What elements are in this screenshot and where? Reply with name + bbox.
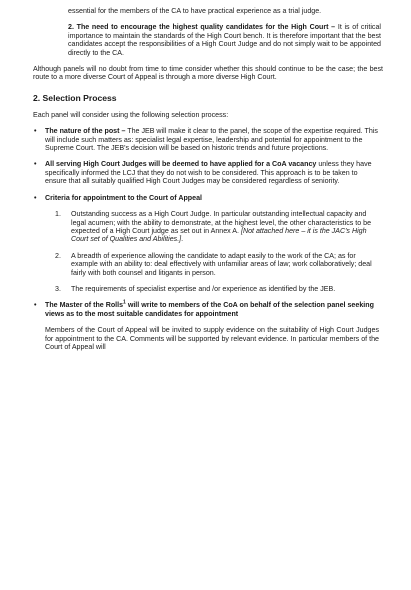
- point-2-heading: 2. The need to encourage the highest quality candidates for the High Court –: [68, 23, 336, 32]
- criteria-number: 1.: [55, 210, 61, 219]
- bullet-lead: Criteria for appointment to the Court of Appeal: [45, 193, 202, 202]
- bullet-text: unless they have specifically informed the LCJ that they do not wish to be considered. This approach is to be taken to ensure that all suitably qualified High Court Judges may be considered regardless of seniority.: [45, 160, 372, 186]
- criteria-text: The requirements of specialist expertise and /or experience as identified by the JEB.: [71, 284, 336, 293]
- criteria-tail: .: [181, 235, 184, 244]
- bullet-criteria: [33, 194, 389, 202]
- criteria-item-3: [33, 285, 389, 293]
- criteria-text: A breadth of experience allowing the candidate to adapt easily to the work of the CA; as for example with an ability to: deal effectively with unfamiliar areas of law; work collaboratively; deal fairly with both counsel and litigants in person.: [71, 251, 372, 277]
- criteria-item-1: [33, 210, 389, 244]
- continued-paragraph: essential for the members of the CA to have practical experience as a trial judge.: [68, 7, 322, 15]
- bullet-marker: •: [34, 301, 37, 310]
- bullet-deemed-applied: [33, 160, 389, 185]
- bullet-lead-a: The Master of the Rolls: [45, 301, 124, 310]
- bullet-lead: All serving High Court Judges will be deemed to have applied for a CoA vacancy: [45, 160, 317, 169]
- point-2-body: It is of critical importance to maintain the standards of the High Court bench. It is therefore important that the best candidates accept the responsibilities of a High Court Judge and do not simply wait to be appointed directly to the CA.: [68, 23, 381, 57]
- criteria-item-2: [33, 252, 389, 277]
- section-intro: Each panel will consider using the following selection process:: [33, 110, 229, 119]
- criteria-text: Outstanding success as a High Court Judge. In particular outstanding intellectual capacity and legal acumen; with the ability to demonstrate, at the highest level, the other characteristics to be expected of a High Court judge as set out in Annex A.: [71, 210, 372, 235]
- bullet-marker: •: [34, 127, 37, 136]
- footnote-marker[interactable]: 1: [123, 299, 126, 306]
- criteria-number: 2.: [55, 251, 61, 260]
- bullet-text: The JEB will make it clear to the panel, the scope of the expertise required. This will include such matters as: specialist legal expertise, leadership and potential for appointment to the Supreme Court. The JEB's decision will be based on historic trends and future projections.: [45, 127, 378, 153]
- panels-paragraph: Although panels will no doubt from time to time consider whether this should continue to be the case; the best route to a more diverse Court of Appeal is through a more diverse High Court.: [33, 65, 383, 82]
- bullet-nature-of-post: [33, 127, 389, 152]
- bullet-marker: •: [34, 160, 37, 169]
- criteria-number: 3.: [55, 284, 61, 293]
- bullet-lead: The nature of the post –: [45, 127, 126, 136]
- bullet-marker: •: [34, 193, 37, 202]
- final-paragraph: Members of the Court of Appeal will be invited to supply evidence on the suitability of High Court Judges for appointment to the CA. Comments will be supported by relevant evidence. In particular members of the Court of Appeal will: [45, 326, 379, 351]
- bullet-lead: [45, 301, 374, 317]
- bullet-master-of-rolls: [33, 301, 389, 318]
- point-2-paragraph: [33, 23, 389, 57]
- bullet-lead-b: will write to members of the CoA on behalf of the selection panel seeking views as to the most suitable candidates for appointment: [45, 301, 374, 318]
- criteria-note: [Not attached here – it is the JAC's High Court set of Qualities and Abilities.]: [71, 226, 367, 244]
- section-heading: 2. Selection Process: [33, 92, 117, 103]
